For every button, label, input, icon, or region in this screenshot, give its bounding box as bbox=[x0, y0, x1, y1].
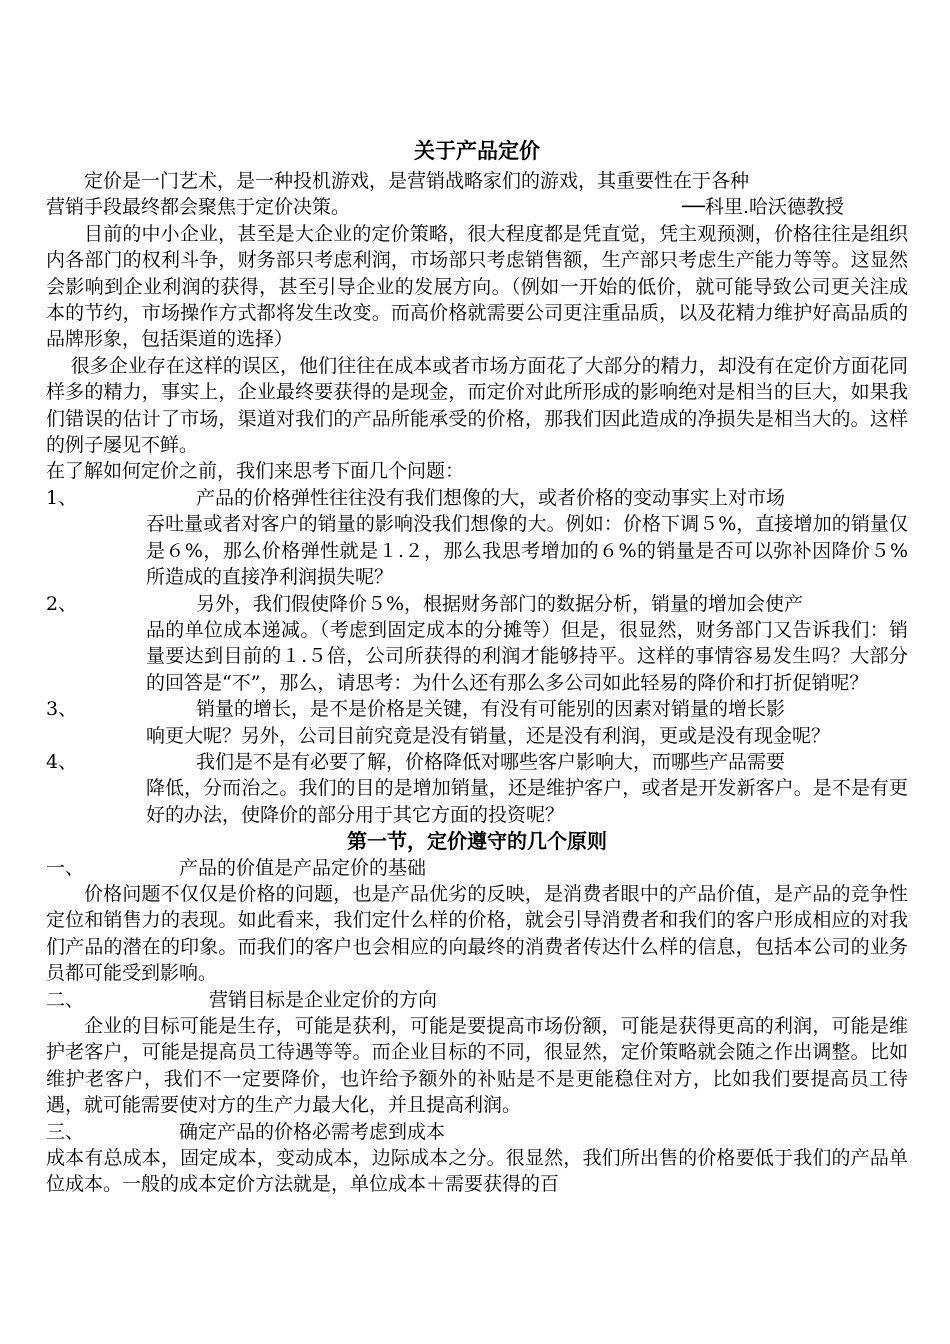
section-title: 第一节，定价遵守的几个原则 bbox=[347, 829, 607, 854]
question-rest: 吞吐量或者对客户的销量的影响没我们想像的大。例如：价格下调５%，直接增加的销量仅是６%，那么价格弹性就是１.２，那么我思考增加的６%的销量是否可以弥补因降价５%所造成的直接净利润损失呢？ bbox=[146, 513, 908, 589]
question-first-line: 销量的增长，是不是价格是关键，有没有可能别的因素对销量的增长影 bbox=[196, 698, 786, 721]
question-number: 3、 bbox=[46, 698, 78, 721]
question-item-4 bbox=[46, 749, 908, 828]
principle-number: 一、 bbox=[46, 856, 85, 879]
question-body bbox=[146, 696, 908, 749]
quote-attribution: ──科里.哈沃德教授 bbox=[682, 196, 844, 219]
principle-heading-3 bbox=[46, 1119, 908, 1145]
quote-line-2: 营销手段最终都会聚焦于定价决策。 bbox=[46, 196, 351, 219]
question-first-line: 另外，我们假使降价５%，根据财务部门的数据分析，销量的增加会使产 bbox=[196, 592, 804, 615]
question-number: 4、 bbox=[46, 750, 78, 773]
principle-number: 三、 bbox=[46, 1120, 85, 1143]
question-first-line: 我们是不是有必要了解，价格降低对哪些客户影响大，而哪些产品需要 bbox=[196, 750, 786, 773]
principle-heading-2 bbox=[46, 987, 908, 1013]
principle-heading: 产品的价值是产品定价的基础 bbox=[179, 856, 427, 879]
question-number: 1、 bbox=[46, 486, 78, 509]
intro-quote bbox=[46, 168, 908, 194]
question-number: 2、 bbox=[46, 592, 78, 615]
question-body bbox=[146, 485, 908, 591]
principle-text-3: 成本有总成本，固定成本，变动成本，边际成本之分。很显然，我们所出售的价格要低于我们的产品单位成本。一般的成本定价方法就是，单位成本＋需要获得的百 bbox=[46, 1147, 908, 1196]
question-item-1 bbox=[46, 485, 908, 591]
question-item-2 bbox=[46, 591, 908, 697]
paragraph-3: 在了解如何定价之前，我们来思考下面几个问题： bbox=[46, 460, 465, 483]
question-item-3 bbox=[46, 696, 908, 749]
quote-line-1: 定价是一门艺术，是一种投机游戏，是营销战略家们的游戏，其重要性在于各种 bbox=[84, 170, 750, 192]
paragraph-2: 很多企业存在这样的误区，他们往往在成本或者市场方面花了大部分的精力，却没有在定价方面花同样多的精力，事实上，企业最终要获得的是现金，而定价对此所形成的影响绝对是相当的巨大，如果我们错误的估计了市场，渠道对我们的产品所能承受的价格，那我们因此造成的净损失是相当大的。这样的例子屡见不鲜。 bbox=[46, 354, 908, 457]
question-body bbox=[146, 749, 908, 828]
principle-number: 二、 bbox=[46, 988, 85, 1011]
question-rest: 品的单位成本递减。（考虑到固定成本的分摊等）但是，很显然，财务部门又告诉我们：销量要达到目前的１.５倍，公司所获得的利润才能够持平。这样的事情容易发生吗？大部分的回答是“不”，那么，请思考：为什么还有那么多公司如此轻易的降价和打折促销呢？ bbox=[146, 618, 908, 694]
principle-text-2: 企业的目标可能是生存，可能是获利，可能是要提高市场份额，可能是获得更高的利润，可能是维护老客户，可能是提高员工待遇等等。而企业目标的不同，很显然，定价策略就会随之作出调整。比如维护老客户，我们不一定要降价，也许给予额外的补贴是不是更能稳住对方，比如我们要提高员工待遇，就可能需要使对方的生产力最大化，并且提高利润。 bbox=[46, 1015, 908, 1117]
principle-text-1: 价格问题不仅仅是价格的问题，也是产品优劣的反映，是消费者眼中的产品价值，是产品的竞争性定位和销售力的表现。如此看来，我们定什么样的价格，就会引导消费者和我们的客户形成相应的对我们产品的潜在的印象。而我们的客户也会相应的向最终的消费者传达什么样的信息，包括本公司的业务员都可能受到影响。 bbox=[46, 882, 908, 985]
question-first-line: 产品的价格弹性往往没有我们想像的大，或者价格的变动事实上对市场 bbox=[196, 486, 786, 509]
question-body bbox=[146, 591, 908, 697]
paragraph-1: 目前的中小企业，甚至是大企业的定价策略，很大程度都是凭直觉，凭主观预测，价格往往是组织内各部门的权利斗争，财务部只考虑利润，市场部只考虑销售额，生产部只考虑生产能力等等。这显然会影响到企业利润的获得，甚至引导企业的发展方向。（例如一开始的低价，就可能导致公司更关注成本的节约，市场操作方式都将发生改变。而高价格就需要公司更注重品质，以及花精力维护好高品质的品牌形象，包括渠道的选择） bbox=[46, 222, 908, 351]
question-rest: 降低，分而治之。我们的目的是增加销量，还是维护客户，或者是开发新客户。是不是有更好的办法，使降价的部分用于其它方面的投资呢？ bbox=[146, 777, 908, 826]
principle-heading: 确定产品的价格必需考虑到成本 bbox=[179, 1120, 446, 1143]
principle-heading-1 bbox=[46, 855, 908, 881]
question-rest: 响更大呢？另外，公司目前究竟是没有销量，还是没有利润，更或是没有现金呢？ bbox=[146, 724, 831, 747]
intro-quote-line-2 bbox=[46, 194, 908, 220]
principle-heading: 营销目标是企业定价的方向 bbox=[209, 988, 438, 1011]
document-page bbox=[46, 136, 908, 1198]
page-title: 关于产品定价 bbox=[414, 138, 540, 163]
